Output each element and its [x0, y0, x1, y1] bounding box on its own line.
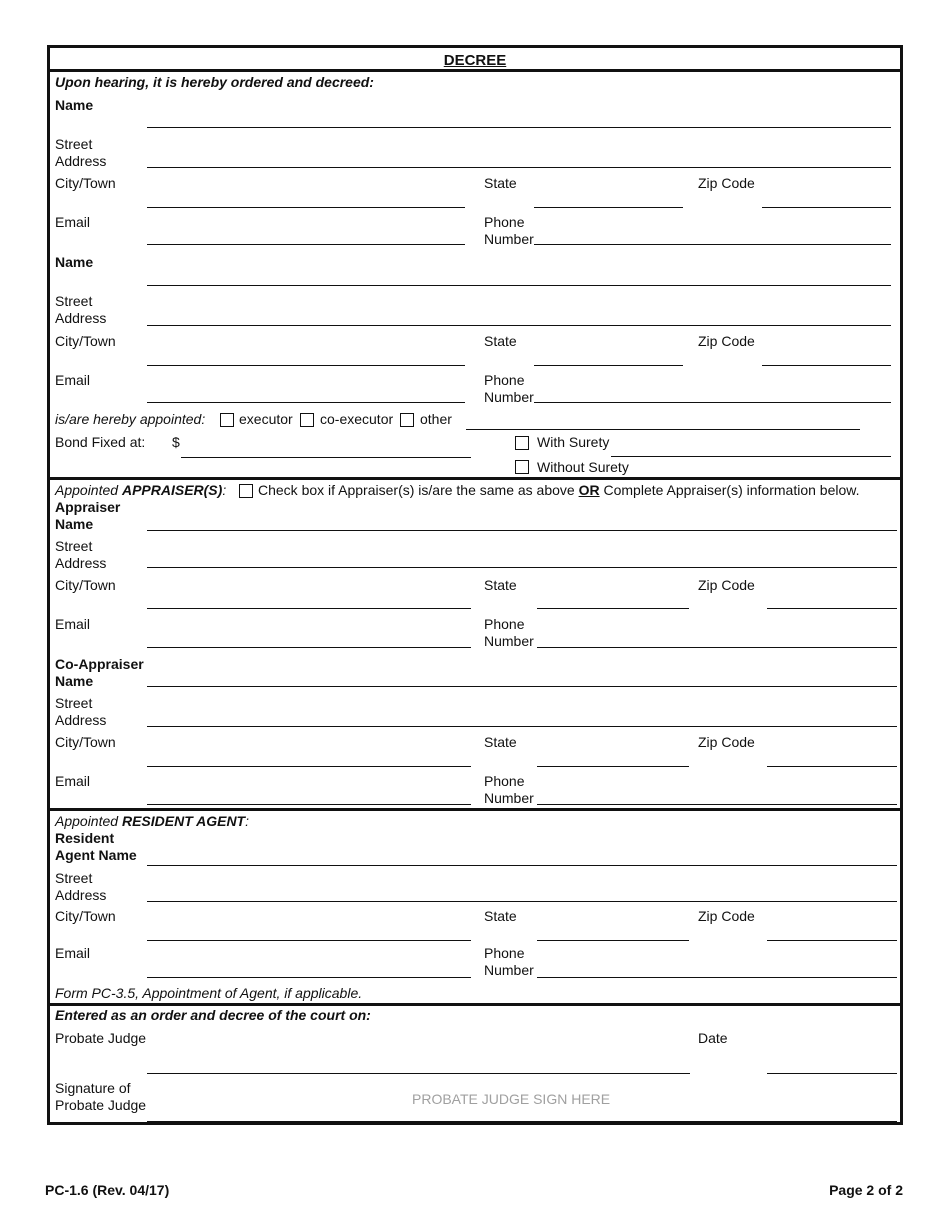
party1-state-field[interactable]	[534, 207, 683, 208]
agent-street-field[interactable]	[147, 901, 897, 902]
with-surety-checkbox[interactable]	[515, 436, 529, 450]
with-surety-label: With Surety	[537, 434, 610, 450]
party2-email-field[interactable]	[147, 402, 465, 403]
appraiser-street-label: Street Address	[55, 538, 107, 571]
party1-phone-label: Phone Number	[484, 214, 534, 247]
co-appraiser-phone-field[interactable]	[537, 804, 897, 805]
probate-judge-label: Probate Judge	[55, 1030, 147, 1046]
party1-name-field[interactable]	[147, 127, 891, 128]
party2-email-label: Email	[55, 372, 91, 388]
court-heading: Entered as an order and decree of the court on:	[55, 1007, 371, 1023]
decree-form	[47, 45, 903, 1125]
party1-street-label: Street Address	[55, 136, 107, 169]
agent-phone-field[interactable]	[537, 977, 897, 978]
party2-state-label: State	[484, 333, 517, 349]
party1-name-label: Name	[55, 97, 94, 113]
appraiser-street-field[interactable]	[147, 567, 897, 568]
appraiser-state-field[interactable]	[537, 608, 689, 609]
agent-phone-label: Phone Number	[484, 945, 534, 978]
co-appraiser-state-field[interactable]	[537, 766, 689, 767]
appraiser-zip-label: Zip Code	[698, 577, 755, 593]
appraiser-zip-field[interactable]	[767, 608, 897, 609]
appraiser-city-label: City/Town	[55, 577, 116, 593]
appraiser-email-field[interactable]	[147, 647, 471, 648]
bond-amount-field[interactable]	[181, 457, 471, 458]
agent-city-label: City/Town	[55, 908, 116, 924]
appraiser-state-label: State	[484, 577, 517, 593]
party1-city-field[interactable]	[147, 207, 465, 208]
co-appraiser-name-label: Co-Appraiser Name	[55, 656, 144, 689]
appraiser-divider	[50, 477, 900, 480]
party2-phone-label: Phone Number	[484, 372, 534, 405]
bond-label: Bond Fixed at:	[55, 434, 146, 450]
party2-city-field[interactable]	[147, 365, 465, 366]
agent-zip-field[interactable]	[767, 940, 897, 941]
co-appraiser-city-field[interactable]	[147, 766, 471, 767]
party1-state-label: State	[484, 175, 517, 191]
bond-currency: $	[172, 434, 180, 450]
party2-zip-field[interactable]	[762, 365, 891, 366]
party2-name-field[interactable]	[147, 285, 891, 286]
co-appraiser-name-field[interactable]	[147, 686, 897, 687]
form-id: PC-1.6 (Rev. 04/17)	[45, 1182, 170, 1198]
without-surety-checkbox[interactable]	[515, 460, 529, 474]
decree-title: DECREE	[443, 52, 507, 69]
party2-state-field[interactable]	[534, 365, 683, 366]
agent-city-field[interactable]	[147, 940, 471, 941]
appraiser-phone-label: Phone Number	[484, 616, 534, 649]
party2-phone-field[interactable]	[534, 402, 891, 403]
party1-email-field[interactable]	[147, 244, 465, 245]
co-appraiser-email-label: Email	[55, 773, 91, 789]
with-surety-field[interactable]	[611, 456, 891, 457]
appraiser-phone-field[interactable]	[537, 647, 897, 648]
without-surety-label: Without Surety	[537, 459, 629, 475]
co-executor-checkbox[interactable]	[300, 413, 314, 427]
appraiser-name-field[interactable]	[147, 530, 897, 531]
party2-street-label: Street Address	[55, 293, 107, 326]
party1-zip-label: Zip Code	[698, 175, 755, 191]
probate-judge-field[interactable]	[147, 1073, 690, 1074]
party1-city-label: City/Town	[55, 175, 116, 191]
agent-state-field[interactable]	[537, 940, 689, 941]
signature-label: Signature of Probate Judge	[55, 1080, 147, 1113]
page-number: Page 2 of 2	[829, 1182, 903, 1198]
party1-street-field[interactable]	[147, 167, 891, 168]
agent-email-field[interactable]	[147, 977, 471, 978]
executor-checkbox[interactable]	[220, 413, 234, 427]
co-appraiser-street-label: Street Address	[55, 695, 107, 728]
co-executor-label: co-executor	[320, 411, 394, 427]
intro-text: Upon hearing, it is hereby ordered and decreed:	[55, 74, 374, 90]
other-specify-field[interactable]	[466, 429, 860, 430]
party2-street-field[interactable]	[147, 325, 891, 326]
title-divider	[50, 69, 900, 72]
other-label: other	[420, 411, 452, 427]
agent-email-label: Email	[55, 945, 91, 961]
appraiser-instructions: Check box if Appraiser(s) is/are the same as above OR Complete Appraiser(s) information below.	[258, 482, 860, 498]
court-divider	[50, 1003, 900, 1006]
party1-email-label: Email	[55, 214, 91, 230]
agent-state-label: State	[484, 908, 517, 924]
signature-field[interactable]	[147, 1121, 897, 1122]
date-label: Date	[698, 1030, 728, 1046]
appraiser-email-label: Email	[55, 616, 91, 632]
appointment-prefix: is/are hereby appointed:	[55, 411, 206, 427]
co-appraiser-phone-label: Phone Number	[484, 773, 534, 806]
executor-label: executor	[239, 411, 293, 427]
appraiser-city-field[interactable]	[147, 608, 471, 609]
co-appraiser-street-field[interactable]	[147, 726, 897, 727]
appraiser-same-checkbox[interactable]	[239, 484, 253, 498]
appraiser-name-label: Appraiser Name	[55, 499, 121, 532]
co-appraiser-email-field[interactable]	[147, 804, 471, 805]
sign-here-placeholder: PROBATE JUDGE SIGN HERE	[412, 1091, 611, 1107]
co-appraiser-state-label: State	[484, 734, 517, 750]
agent-name-label: Resident Agent Name	[55, 830, 137, 863]
party2-name-label: Name	[55, 254, 94, 270]
party2-city-label: City/Town	[55, 333, 116, 349]
co-appraiser-city-label: City/Town	[55, 734, 116, 750]
appraiser-heading: Appointed APPRAISER(S):	[55, 482, 227, 498]
agent-name-field[interactable]	[147, 865, 897, 866]
agent-form-note: Form PC-3.5, Appointment of Agent, if applicable.	[55, 985, 363, 1001]
agent-zip-label: Zip Code	[698, 908, 755, 924]
party1-phone-field[interactable]	[534, 244, 891, 245]
date-field[interactable]	[767, 1073, 897, 1074]
agent-heading: Appointed RESIDENT AGENT:	[55, 813, 249, 829]
co-appraiser-zip-field[interactable]	[767, 766, 897, 767]
party1-zip-field[interactable]	[762, 207, 891, 208]
co-appraiser-zip-label: Zip Code	[698, 734, 755, 750]
agent-street-label: Street Address	[55, 870, 107, 903]
other-checkbox[interactable]	[400, 413, 414, 427]
party2-zip-label: Zip Code	[698, 333, 755, 349]
agent-divider	[50, 808, 900, 811]
